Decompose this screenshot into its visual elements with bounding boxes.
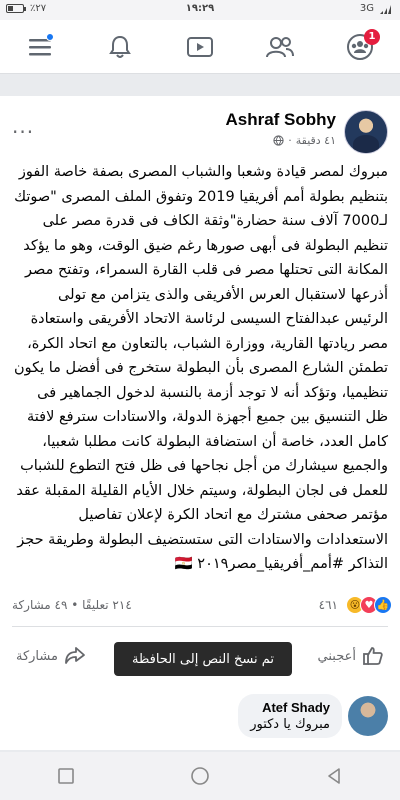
top-navbar bbox=[0, 20, 400, 74]
like-button[interactable] bbox=[318, 646, 384, 666]
post-meta bbox=[273, 134, 336, 147]
share-button[interactable] bbox=[16, 646, 86, 666]
commenter-avatar[interactable] bbox=[348, 696, 388, 736]
comment-bubble[interactable] bbox=[238, 694, 342, 738]
post-stats bbox=[12, 594, 388, 616]
nav-menu[interactable] bbox=[18, 25, 62, 69]
egypt-flag: 🇪🇬 bbox=[174, 556, 193, 572]
reactions-summary[interactable] bbox=[319, 596, 388, 614]
nav-friends[interactable] bbox=[258, 25, 302, 69]
recents-icon[interactable] bbox=[56, 766, 76, 786]
nav-groups[interactable] bbox=[338, 25, 382, 69]
back-icon[interactable] bbox=[324, 766, 344, 786]
post-time[interactable]: ٤١ دقيقة bbox=[295, 134, 336, 147]
actions-divider bbox=[12, 626, 388, 627]
wow-reaction-icon: 😮 bbox=[346, 596, 364, 614]
status-right bbox=[360, 3, 394, 14]
post-text[interactable] bbox=[12, 160, 388, 577]
author-avatar[interactable] bbox=[344, 110, 388, 154]
comment-section bbox=[0, 690, 400, 750]
post-more-button[interactable]: ... bbox=[12, 114, 35, 138]
groups-badge: 1 bbox=[364, 29, 380, 45]
status-bar bbox=[0, 0, 400, 20]
share-icon bbox=[64, 646, 86, 666]
copied-toast: تم نسخ النص إلى الحافظة bbox=[114, 642, 292, 676]
post-author[interactable]: Ashraf Sobhy bbox=[225, 110, 336, 129]
thumbs-up-icon bbox=[362, 646, 384, 666]
status-time: ١٩:٢٩ bbox=[185, 3, 215, 14]
menu-notification-dot bbox=[46, 33, 54, 41]
comments-shares-count[interactable]: ٢١٤ تعليقًا • ٤٩ مشاركة bbox=[12, 598, 132, 612]
comment-text: مبروك يا دكتور bbox=[250, 717, 330, 732]
bell-icon bbox=[108, 34, 132, 60]
home-icon[interactable] bbox=[189, 765, 211, 787]
battery-percent: ٪٢٧ bbox=[30, 3, 47, 14]
meta-separator: · bbox=[288, 134, 292, 147]
post-body: مبروك لمصر قيادة وشعبا والشباب المصرى بصفة خاصة الفوز بتنظيم بطولة أمم أفريقيا 2019 وتفوق الملف المصرى "صوتك لـ7000 آلاف سنة حضارة"وثقة الكاف فى قدرة مصر على تنظيم البطولة فى أبهى صورها رغم ضيق الوقت، وهو ما يؤكد المكانة التى تحتلها مصر فى قلب القارة السمراء، وتفتح مصر أذرعها لاستقبال العرس الأفريقى والذى يتزامن مع تولى الرئيس عبدالفتاح السيسى لرئاسة الاتحاد الأفريقى واستعادة مصر ريادتها القارية، ووزارة الشباب، بالتعاون مع اتحاد الكرة، تطمئن الشارع المصرى بأن البطولة ستخرج فى أفضل ما يكون تنظيميا، وتؤكد أنه لا توجد أزمة بالنسبة لدخول الجماهير فى ظل التنسيق بين جميع أجهزة الدولة، والاستادات سترفع لافتة كامل العدد، خاصة أن استضافة البطولة كانت مطلبا شعبيا، والجميع سيشارك من أجل نجاحها فى ظل فتح التطوع للشباب للعمل فى لجان البطولة، وسيتم خلال الأيام القليلة المقبلة عقد مؤتمر صحفى مشترك مع اتحاد الكرة لإعلان تفاصيل الاستعدادات والاستادات التى ستستضيف البطولة وطريقة حجز التذاكر bbox=[13, 164, 388, 572]
commenter-name[interactable]: Atef Shady bbox=[262, 700, 330, 715]
globe-icon bbox=[273, 135, 284, 146]
post-hashtag[interactable]: #أمم_أفريقيا_مصر٢٠١٩ bbox=[197, 556, 345, 572]
network-type: 3G bbox=[359, 3, 374, 14]
friends-icon bbox=[265, 35, 295, 59]
like-reaction-icon: 👍 bbox=[374, 596, 392, 614]
video-icon bbox=[186, 35, 214, 59]
like-label: أعجبني bbox=[317, 648, 356, 664]
post-card bbox=[0, 96, 400, 706]
system-navbar bbox=[0, 752, 400, 800]
reaction-count: ٤٦١ bbox=[318, 598, 338, 612]
nav-watch[interactable] bbox=[178, 25, 222, 69]
share-label: مشاركة bbox=[16, 648, 58, 664]
signal-icon bbox=[380, 4, 394, 14]
love-reaction-icon: ♥ bbox=[360, 596, 378, 614]
nav-notifications[interactable] bbox=[98, 25, 142, 69]
